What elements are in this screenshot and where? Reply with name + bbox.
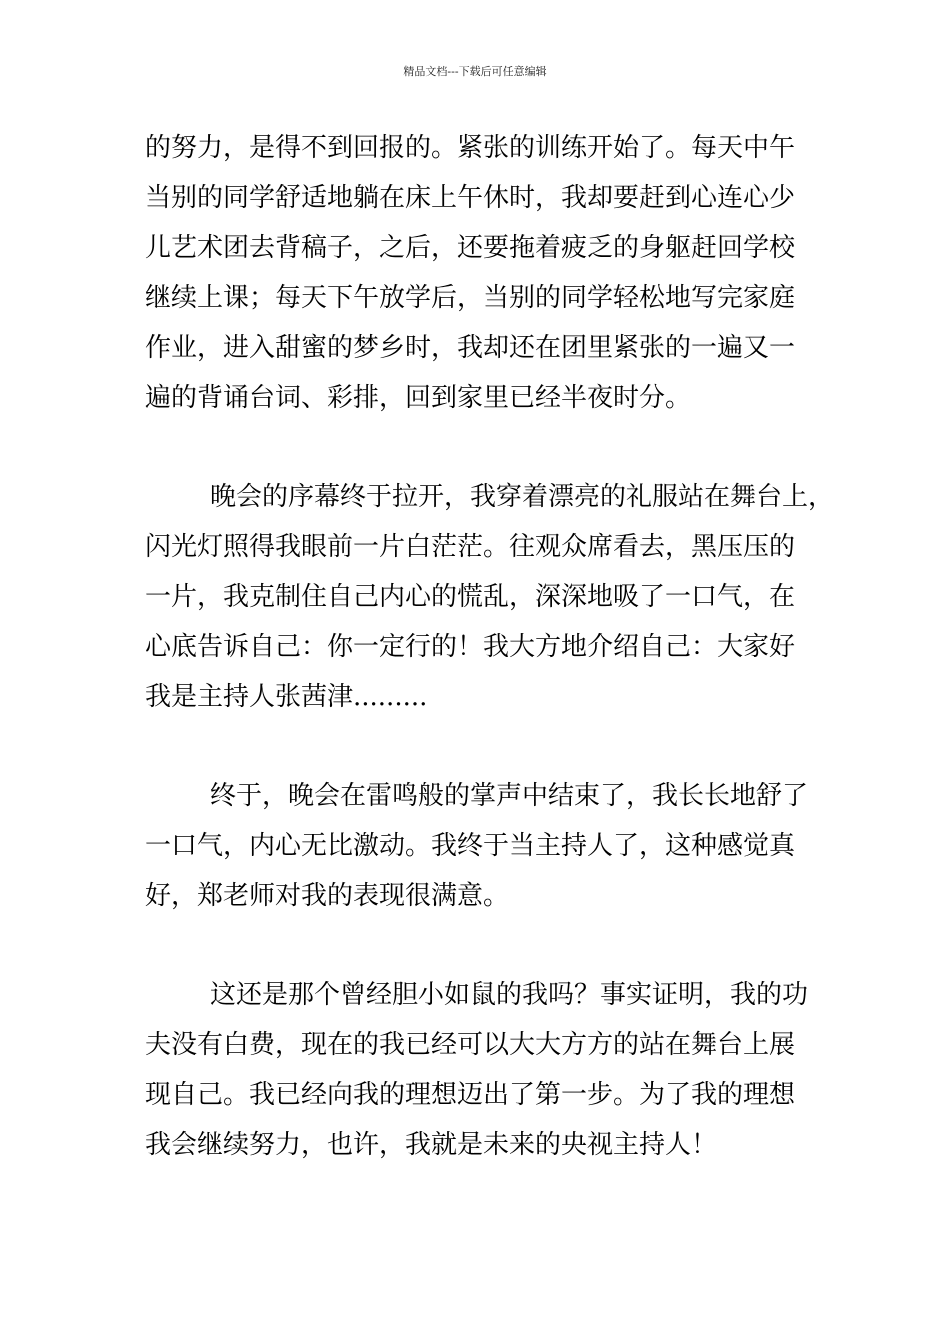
paragraph-1-line-3: 儿艺术团去背稿子，之后，还要拖着疲乏的身躯赶回学校 [145,233,796,263]
paragraph-4-line-1: 这还是那个曾经胆小如鼠的我吗？事实证明，我的功 [210,980,809,1010]
paragraph-4-line-4: 我会继续努力，也许，我就是未来的央视主持人！ [145,1130,718,1160]
paragraph-2-line-2: 闪光灯照得我眼前一片白茫茫。往观众席看去，黑压压的 [145,532,796,562]
paragraph-2-line-3: 一片，我克制住自己内心的慌乱，深深地吸了一口气，在 [145,582,796,612]
paragraph-3-line-2: 一口气，内心无比激动。我终于当主持人了，这种感觉真 [145,831,796,861]
page-header: 精品文档---下载后可任意编辑 [403,65,547,78]
paragraph-1-line-1: 的努力，是得不到回报的。紧张的训练开始了。每天中午 [145,133,796,163]
paragraph-1-line-2: 当别的同学舒适地躺在床上午休时，我却要赶到心连心少 [145,183,796,213]
paragraph-4-line-3: 现自己。我已经向我的理想迈出了第一步。为了我的理想 [145,1080,796,1110]
paragraph-2-line-1: 晚会的序幕终于拉开，我穿着漂亮的礼服站在舞台上， [210,482,835,512]
paragraph-1-line-6: 遍的背诵台词、彩排，回到家里已经半夜时分。 [145,383,692,413]
paragraph-2-line-5: 我是主持人张茜津......... [145,682,428,712]
paragraph-2-line-4: 心底告诉自己：你一定行的！我大方地介绍自己：大家好 [145,632,796,662]
paragraph-1-line-5: 作业，进入甜蜜的梦乡时，我却还在团里紧张的一遍又一 [145,333,796,363]
paragraph-4-line-2: 夫没有白费，现在的我已经可以大大方方的站在舞台上展 [145,1030,796,1060]
paragraph-3-line-1: 终于，晚会在雷鸣般的掌声中结束了，我长长地舒了 [210,781,809,811]
paragraph-1-line-4: 继续上课；每天下午放学后，当别的同学轻松地写完家庭 [145,283,796,313]
paragraph-3-line-3: 好，郑老师对我的表现很满意。 [145,881,510,911]
